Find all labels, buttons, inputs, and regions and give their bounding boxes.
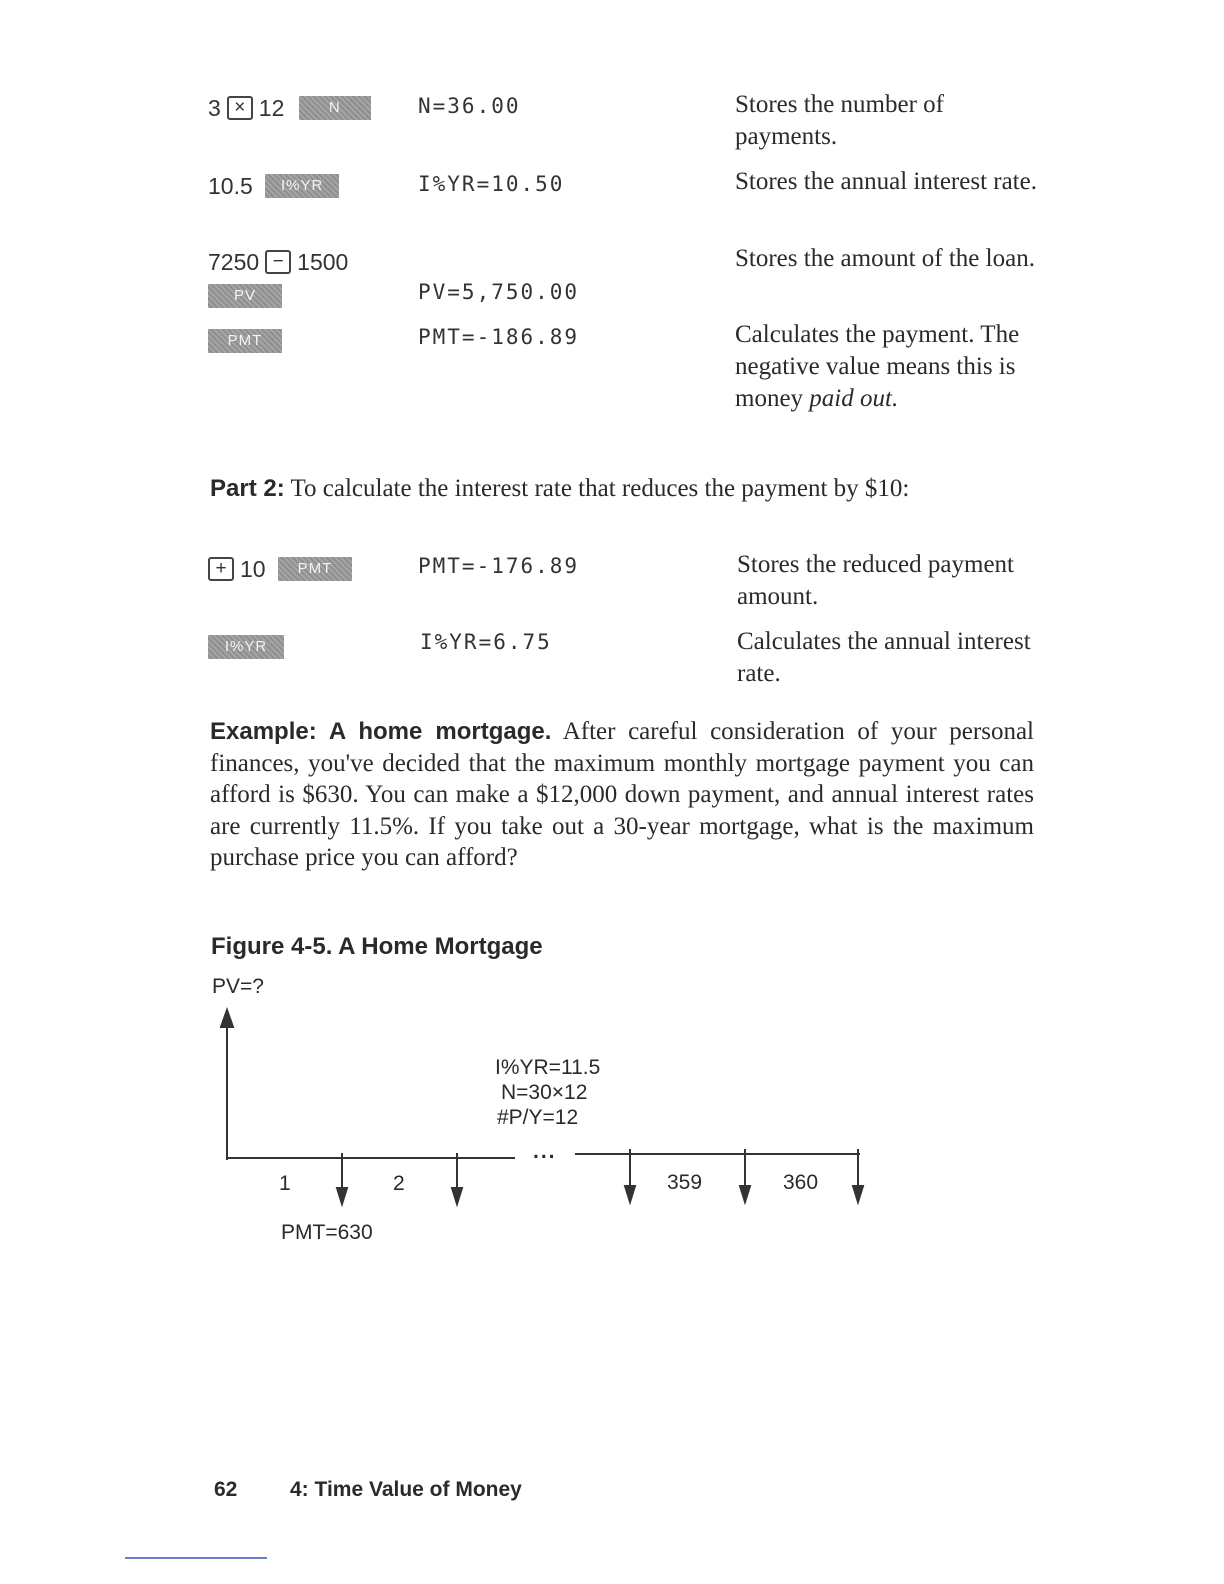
- period-label: 360: [783, 1171, 819, 1194]
- figure-caption: Figure 4-5. A Home Mortgage: [211, 933, 543, 960]
- step-description: Stores the number of payments.: [735, 91, 944, 150]
- part-2-label: Part 2:: [210, 475, 285, 502]
- step-description: Stores the amount of the loan.: [735, 245, 1035, 272]
- payment-arrow-head-1: [337, 1188, 347, 1204]
- payment-arrow-head-2: [452, 1188, 462, 1204]
- calculator-display: PMT=-176.89: [418, 554, 580, 578]
- step-description: Calculates the payment. The negative value means this is money paid out.: [735, 321, 1020, 412]
- page-edge-line: [125, 1557, 267, 1559]
- key-number: 7250: [208, 248, 260, 275]
- payment-arrow-head-end: [853, 1186, 863, 1202]
- payments-per-year-label: #P/Y=12: [497, 1106, 579, 1129]
- n-menu-key: N: [299, 96, 371, 120]
- key-number: 3: [208, 94, 221, 121]
- key-number: 10: [240, 555, 266, 582]
- payment-arrow-head-360: [740, 1186, 750, 1202]
- calculator-display: I%YR=10.50: [418, 172, 565, 196]
- calculator-display: I%YR=6.75: [420, 630, 552, 654]
- periods-label: N=30×12: [501, 1081, 588, 1104]
- step-description: Stores the annual interest rate.: [735, 168, 1037, 195]
- calculator-display: N=36.00: [418, 94, 521, 118]
- page-number: 62: [214, 1478, 238, 1501]
- rate-label: I%YR=11.5: [495, 1056, 601, 1079]
- pv-label: PV=?: [212, 975, 264, 998]
- step-description: Calculates the annual interest rate.: [737, 628, 1031, 687]
- emphasis-text: paid out.: [809, 385, 899, 412]
- example-label: Example: A home mortgage.: [210, 718, 552, 745]
- period-label: 359: [667, 1171, 703, 1194]
- i-yr-menu-key: I%YR: [265, 174, 339, 198]
- payment-arrow-head-359: [625, 1186, 635, 1202]
- key-number: 10.5: [208, 172, 253, 199]
- pmt-menu-key: PMT: [208, 329, 282, 353]
- minus-key-icon: −: [265, 250, 291, 274]
- ellipsis-label: ...: [533, 1140, 557, 1163]
- pmt-menu-key: PMT: [278, 557, 352, 581]
- calculator-display: PMT=-186.89: [418, 325, 580, 349]
- chapter-title: 4: Time Value of Money: [290, 1478, 522, 1501]
- part-2-paragraph: Part 2: To calculate the interest rate that reduces the payment by $10:: [210, 475, 910, 502]
- key-number: 12: [258, 94, 285, 121]
- pv-arrow-head: [221, 1010, 233, 1027]
- pv-menu-key: PV: [208, 284, 282, 308]
- multiply-key-icon: ×: [227, 96, 253, 120]
- pmt-label: PMT=630: [281, 1221, 373, 1244]
- calculator-display: PV=5,750.00: [418, 280, 580, 304]
- plus-key-icon: +: [208, 557, 234, 581]
- period-label: 2: [393, 1172, 405, 1195]
- example-paragraph: Example: A home mortgage. After careful consideration of your personal finances, you've decided that the maximum monthly mortgage payment you can afford is $630. You can make a $12,000 down payment, and annual interest rates are currently 11.5%. If you take out a 30-year mortgage, what is the maximum purchase price you can afford?: [210, 718, 1034, 872]
- step-description: Stores the reduced payment amount.: [737, 551, 1014, 610]
- i-yr-menu-key: I%YR: [208, 635, 284, 659]
- period-label: 1: [279, 1172, 291, 1195]
- key-number: 1500: [297, 248, 349, 275]
